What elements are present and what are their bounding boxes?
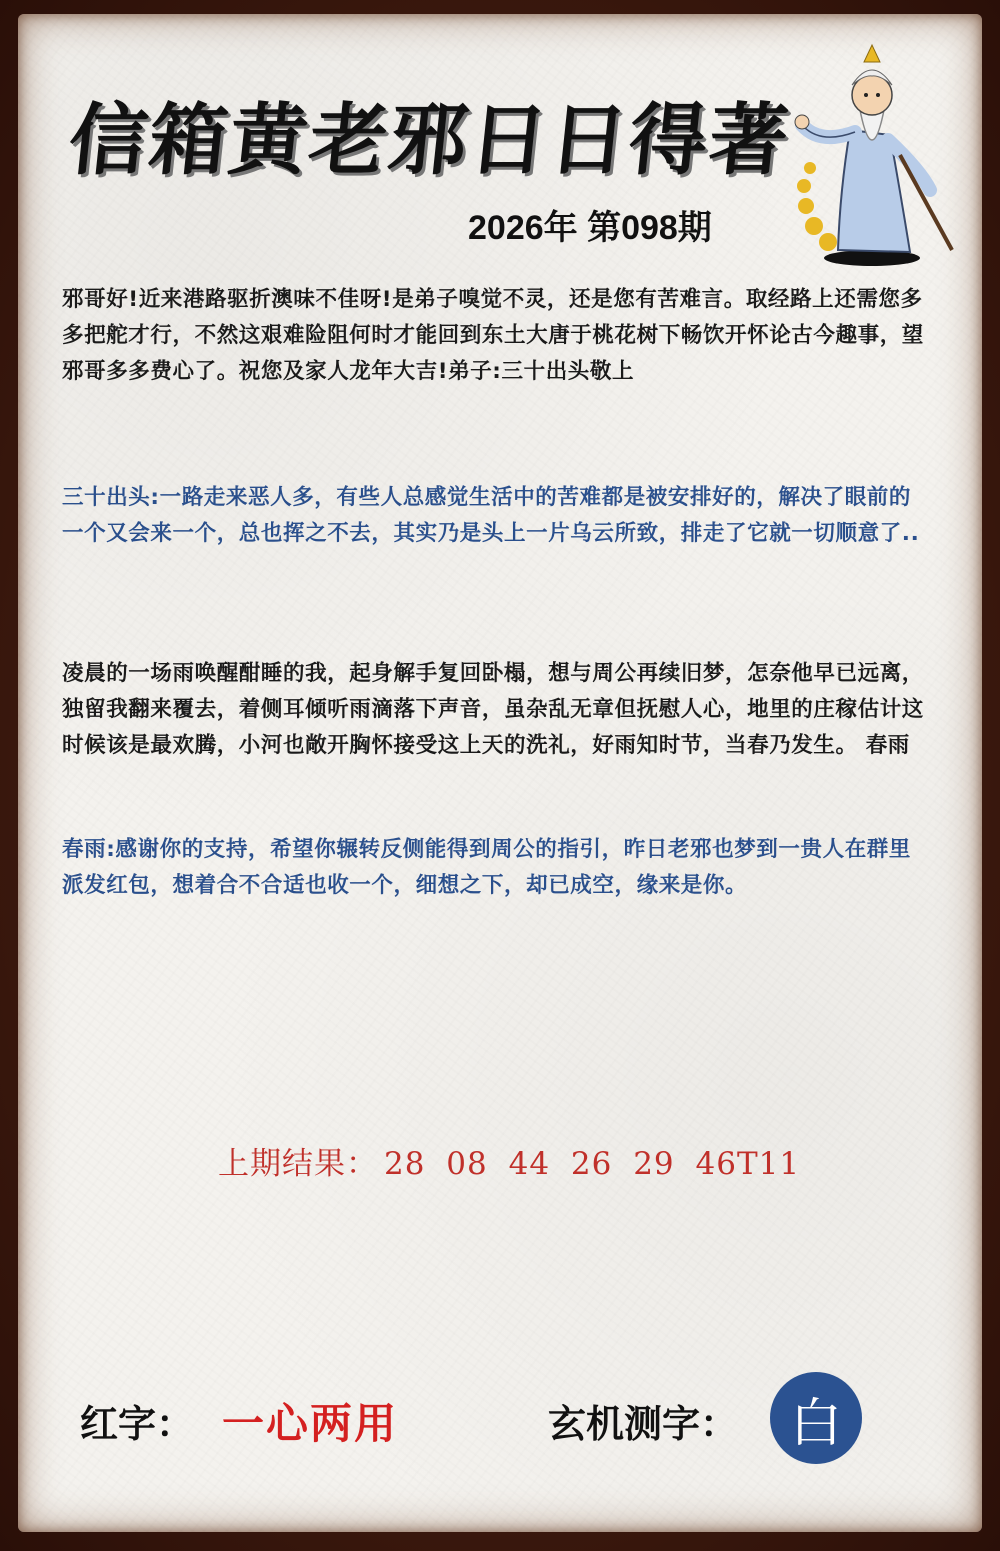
- red-word-value: 一心两用: [222, 1399, 399, 1448]
- letter-1: 邪哥好!近来港路驱折澳味不佳呀!是弟子嗅觉不灵，还是您有苦难言。取经路上还需您多多把舵才行，不然这艰难险阻何时才能回到东土大唐于桃花树下畅饮开怀论古今趣事，望邪哥多多费心了。祝您及家人龙年大吉!弟子:三十出头敬上: [62, 287, 924, 384]
- mystery-char-label: 玄机测字：: [548, 1402, 739, 1446]
- last-result: [218, 1138, 800, 1183]
- sage-illustration-icon: [780, 40, 960, 275]
- issue-number: 2026年 第098期: [468, 209, 712, 247]
- letter-2: 凌晨的一场雨唤醒酣睡的我，起身解手复回卧榻，想与周公再续旧梦，怎奈他早已远离，独留我翻来覆去，着侧耳倾听雨滴落下声音，虽杂乱无章但抚慰人心，地里的庄稼估计这时候该是最欢腾，小河也敞开胸怀接受这上天的洗礼，好雨知时节，当春乃发生。 春雨: [62, 661, 924, 758]
- mystery-char-badge: [770, 1372, 862, 1464]
- reply-1: 三十出头:一路走来恶人多，有些人总感觉生活中的苦难都是被安排好的，解决了眼前的一个又会来一个，总也挥之不去，其实乃是头上一片乌云所致，排走了它就一切顺意了..: [62, 485, 920, 546]
- mystery-char: 白: [789, 1393, 842, 1454]
- red-word-label: 红字：: [80, 1402, 195, 1446]
- page-title: 信箱黄老邪日日得著: [64, 96, 795, 186]
- last-result-numbers: 28 08 44 26 29 46T11: [384, 1146, 801, 1182]
- reply-2: 春雨:感谢你的支持，希望你辗转反侧能得到周公的指引，昨日老邪也梦到一贵人在群里派发红包，想着合不合适也收一个，细想之下，却已成空，缘来是你。: [62, 837, 912, 898]
- last-result-label: 上期结果：: [218, 1146, 378, 1182]
